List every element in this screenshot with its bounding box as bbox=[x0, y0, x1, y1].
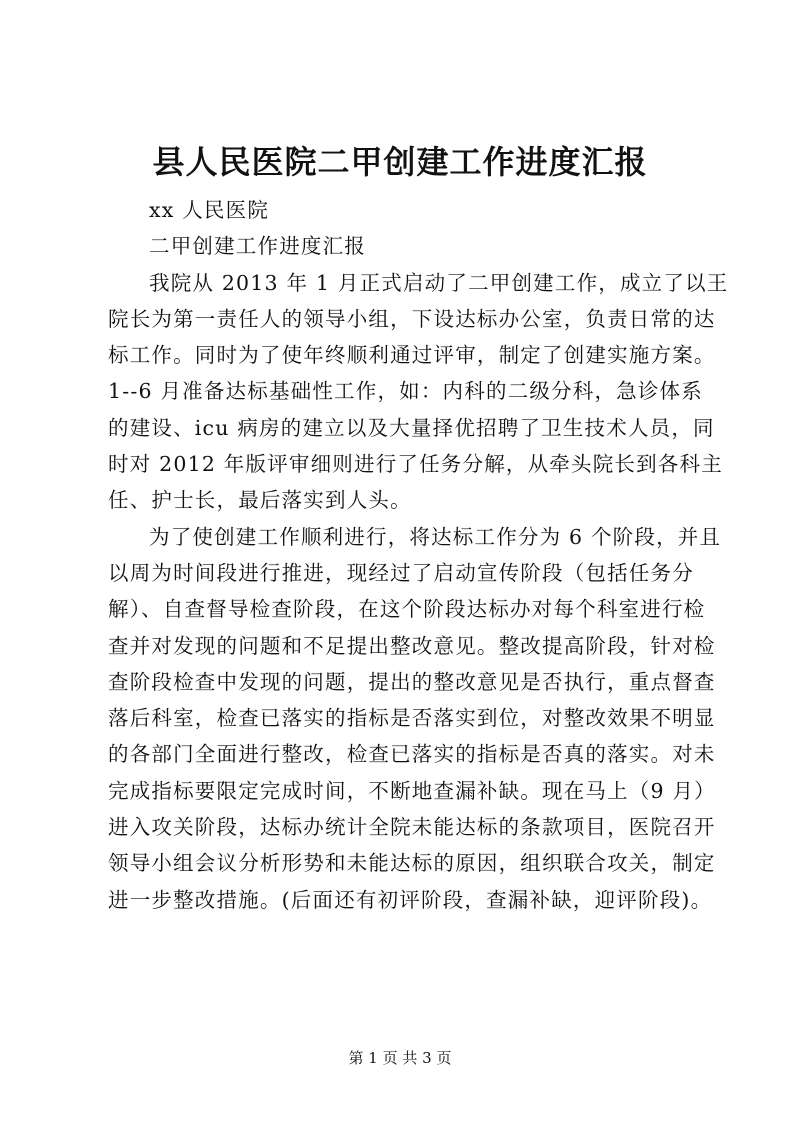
paragraph-1-line-5: 的建设、icu 病房的建立以及大量择优招聘了卫生技术人员，同 bbox=[108, 415, 715, 440]
paragraph-2-line-6: 落后科室，检查已落实的指标是否落实到位，对整改效果不明显 bbox=[108, 706, 716, 731]
paragraph-2-line-10: 领导小组会议分析形势和未能达标的原因，组织联合攻关，制定 bbox=[108, 851, 716, 876]
document-body bbox=[108, 192, 729, 918]
paragraph-2-line-3: 解）、自查督导检查阶段，在这个阶段达标办对每个科室进行检 bbox=[108, 597, 706, 622]
paragraph-2-line-8: 完成指标要限定完成时间，不断地查漏补缺。现在马上（9 月） bbox=[108, 778, 716, 803]
paragraph-2-line-1: 为了使创建工作顺利进行，将达标工作分为 6 个阶段，并且 bbox=[149, 524, 722, 549]
paragraph-1-line-1: 我院从 2013 年 1 月正式启动了二甲创建工作，成立了以王 bbox=[149, 270, 729, 295]
paragraph-2-line-5: 查阶段检查中发现的问题，提出的整改意见是否执行，重点督查 bbox=[108, 669, 716, 694]
paragraph-1-line-2: 院长为第一责任人的领导小组，下设达标办公室，负责日常的达 bbox=[108, 306, 716, 331]
paragraph-1-line-6: 时对 2012 年版评审细则进行了任务分解，从牵头院长到各科主 bbox=[108, 452, 723, 477]
page-footer: 第 1 页 共 3 页 bbox=[348, 1049, 452, 1067]
hospital-name-line: xx 人民医院 bbox=[149, 198, 270, 222]
paragraph-1-line-3: 标工作。同时为了使年终顺利通过评审，制定了创建实施方案。 bbox=[108, 343, 716, 368]
paragraph-2-line-2: 以周为时间段进行推进，现经过了启动宣传阶段（包括任务分 bbox=[108, 560, 694, 585]
paragraph-2-line-9: 进入攻关阶段，达标办统计全院未能达标的条款项目，医院召开 bbox=[108, 815, 716, 840]
document-title: 县人民医院二甲创建工作进度汇报 bbox=[152, 143, 648, 181]
paragraph-1-line-7: 任、护士长，最后落实到人头。 bbox=[108, 488, 412, 513]
paragraph-1-line-4: 1--6 月准备达标基础性工作，如：内科的二级分科，急诊体系 bbox=[108, 379, 703, 404]
paragraph-2-line-7: 的各部门全面进行整改，检查已落实的指标是否真的落实。对未 bbox=[108, 742, 716, 767]
paragraph-2-line-4: 查并对发现的问题和不足提出整改意见。整改提高阶段，针对检 bbox=[108, 633, 716, 658]
report-subtitle-line: 二甲创建工作进度汇报 bbox=[149, 234, 366, 259]
paragraph-2-line-11: 进一步整改措施。(后面还有初评阶段，查漏补缺，迎评阶段)。 bbox=[108, 887, 713, 912]
